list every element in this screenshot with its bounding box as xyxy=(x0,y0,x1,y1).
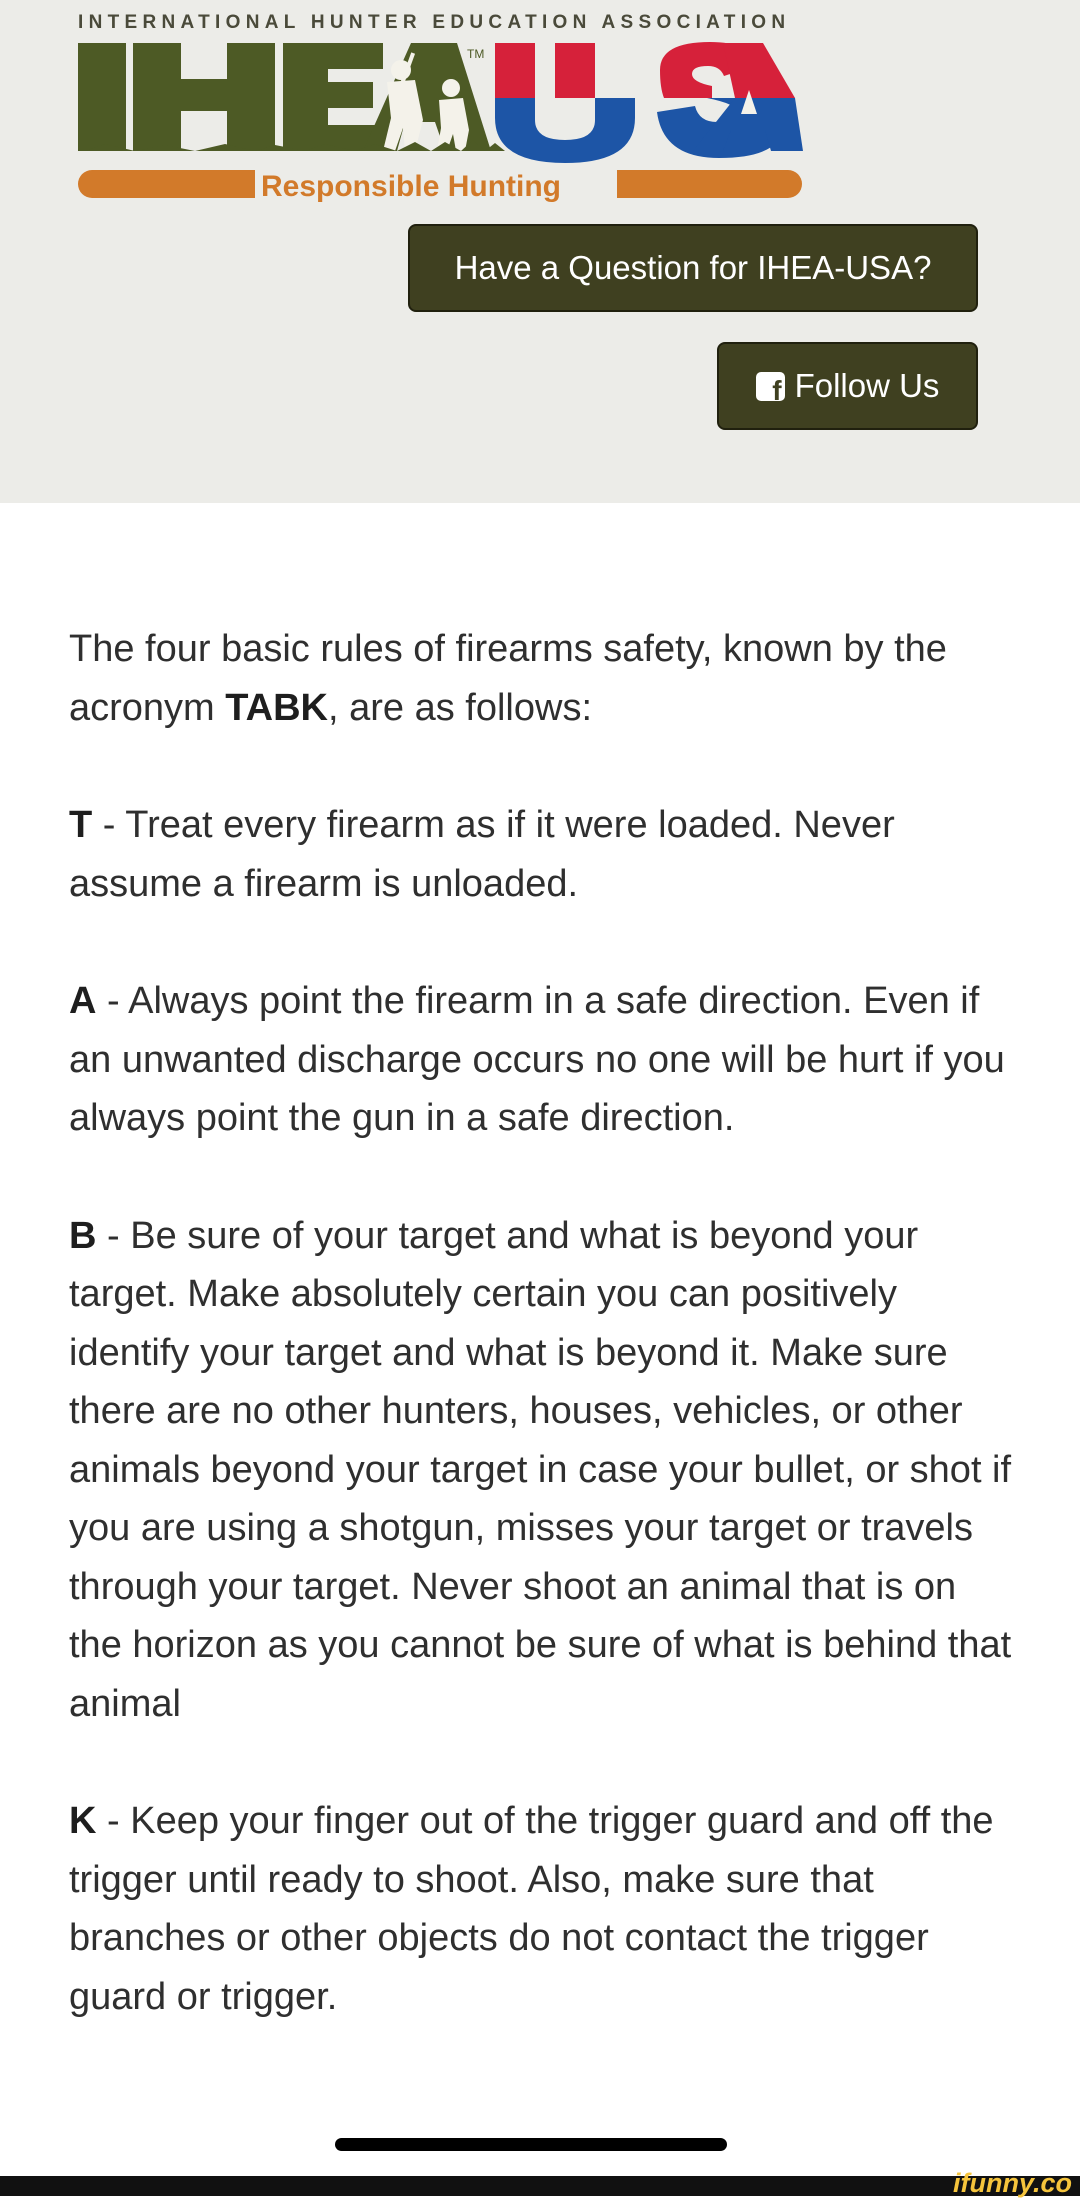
footer-bar xyxy=(0,2176,1080,2196)
rule-letter: K xyxy=(69,1800,97,1842)
rule-letter: T xyxy=(69,804,93,846)
rule-letter: B xyxy=(69,1214,97,1257)
home-indicator[interactable] xyxy=(335,2138,727,2151)
acronym: TABK xyxy=(225,686,328,729)
follow-us-label: Follow Us xyxy=(794,367,940,404)
organization-name: INTERNATIONAL HUNTER EDUCATION ASSOCIATION xyxy=(78,12,791,33)
article-body xyxy=(69,620,1019,2085)
watermark: ifunny.co xyxy=(953,2168,1072,2198)
svg-text:TM: TM xyxy=(467,47,485,61)
rule-letter: A xyxy=(69,980,97,1022)
rule-b: B - Be sure of your target and what is beyond your target. Make absolutely certain you can positively identify your target and what is beyond it. Make sure there are no other hunters, houses, vehicles, or other animals beyond your target in case your bullet, or shot if you are using a shotgun, misses your target or travels through your target. Never shoot an animal that is on the horizon as you cannot be sure of what is behind that animal xyxy=(69,1214,1012,1725)
site-header xyxy=(0,0,1080,503)
rule-t: T - Treat every firearm as if it were loaded. Never assume a firearm is unloaded. xyxy=(69,804,895,905)
intro-paragraph: The four basic rules of firearms safety, known by the acronym TABK, are as follows: xyxy=(69,628,947,729)
facebook-icon: f xyxy=(756,372,785,401)
tagline: Responsible Hunting xyxy=(261,170,561,203)
ihea-usa-logo[interactable] xyxy=(75,30,805,205)
rule-k: K - Keep your finger out of the trigger guard and off the trigger until ready to shoot. Also, make sure that branches or other objects do not contact the trigger guard or trigger. xyxy=(69,1800,994,2018)
rule-a: A - Always point the firearm in a safe direction. Even if an unwanted discharge occurs no one will be hurt if you always point the gun in a safe direction. xyxy=(69,980,1005,1139)
ask-question-label: Have a Question for IHEA-USA? xyxy=(454,249,932,286)
follow-us-button[interactable] xyxy=(717,342,978,430)
ask-question-button[interactable] xyxy=(408,224,978,312)
